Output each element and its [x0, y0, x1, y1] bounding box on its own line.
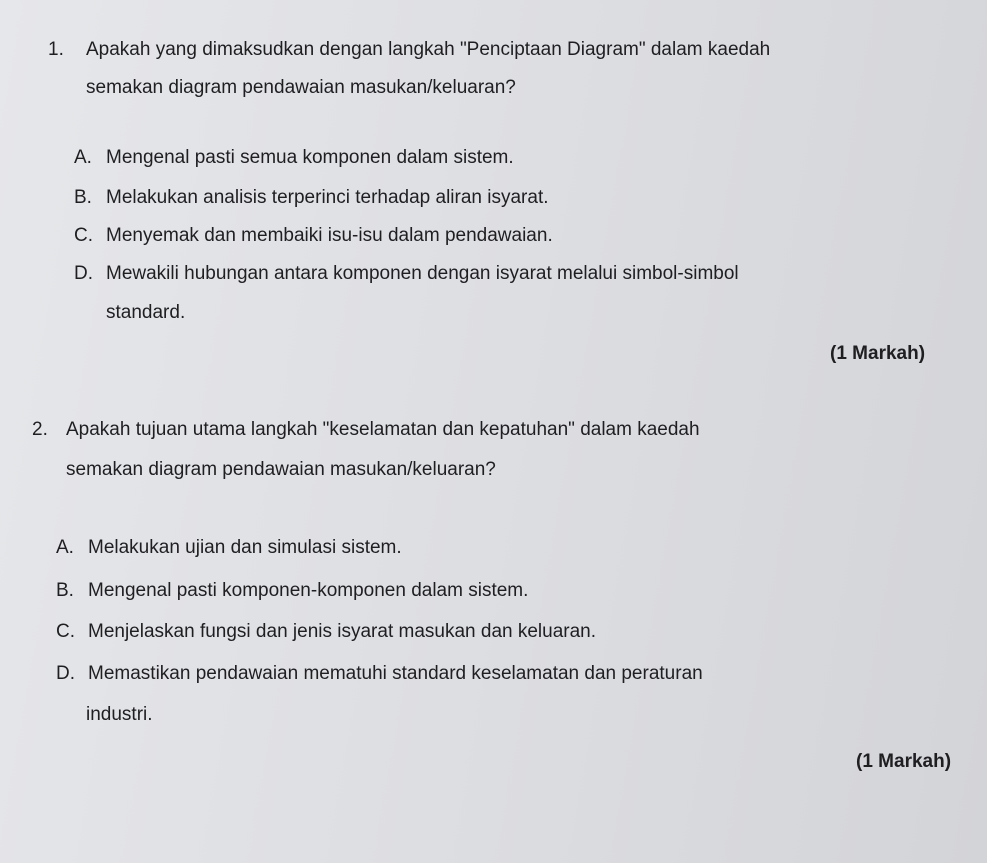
option-letter: D. [56, 663, 75, 684]
option-letter: B. [74, 187, 92, 208]
question-2-stem-line-2: semakan diagram pendawaian masukan/keluaran? [66, 459, 496, 480]
question-2-option-d-continuation: industri. [86, 704, 153, 725]
option-text: Melakukan analisis terperinci terhadap aliran isyarat. [106, 187, 549, 208]
question-2-option-d[interactable] [56, 664, 703, 683]
question-1-option-b[interactable] [74, 188, 549, 207]
question-1-option-d[interactable] [74, 264, 739, 283]
question-1-number: 1. [48, 39, 64, 60]
question-2-stem-line-1: Apakah tujuan utama langkah "keselamatan dan kepatuhan" dalam kaedah [66, 419, 700, 440]
question-1-option-d-continuation: standard. [106, 302, 186, 323]
option-text: Menyemak dan membaiki isu-isu dalam pendawaian. [106, 225, 553, 246]
question-2-option-c[interactable] [56, 622, 596, 641]
option-letter: A. [74, 147, 92, 168]
question-1-option-a[interactable] [74, 148, 514, 167]
question-1-stem-line-2: semakan diagram pendawaian masukan/keluaran? [86, 77, 516, 98]
option-letter: C. [74, 225, 93, 246]
question-1-option-c[interactable] [74, 226, 553, 245]
question-1-marks: (1 Markah) [830, 343, 926, 364]
question-2-number: 2. [32, 419, 48, 440]
option-text: Melakukan ujian dan simulasi sistem. [88, 537, 402, 558]
question-2-option-b[interactable] [56, 581, 528, 600]
option-letter: A. [56, 537, 74, 558]
option-text: Mewakili hubungan antara komponen dengan isyarat melalui simbol-simbol [106, 263, 739, 284]
option-text: Menjelaskan fungsi dan jenis isyarat masukan dan keluaran. [88, 621, 597, 642]
question-2-option-a[interactable] [56, 538, 402, 557]
option-letter: B. [56, 580, 74, 601]
option-letter: C. [56, 621, 75, 642]
option-text: Mengenal pasti semua komponen dalam sistem. [106, 147, 514, 168]
option-text: Mengenal pasti komponen-komponen dalam sistem. [88, 580, 529, 601]
question-2-marks: (1 Markah) [856, 751, 952, 772]
option-letter: D. [74, 263, 93, 284]
question-1-stem-line-1: Apakah yang dimaksudkan dengan langkah "Penciptaan Diagram" dalam kaedah [86, 39, 771, 60]
option-text: Memastikan pendawaian mematuhi standard keselamatan dan peraturan [88, 663, 703, 684]
